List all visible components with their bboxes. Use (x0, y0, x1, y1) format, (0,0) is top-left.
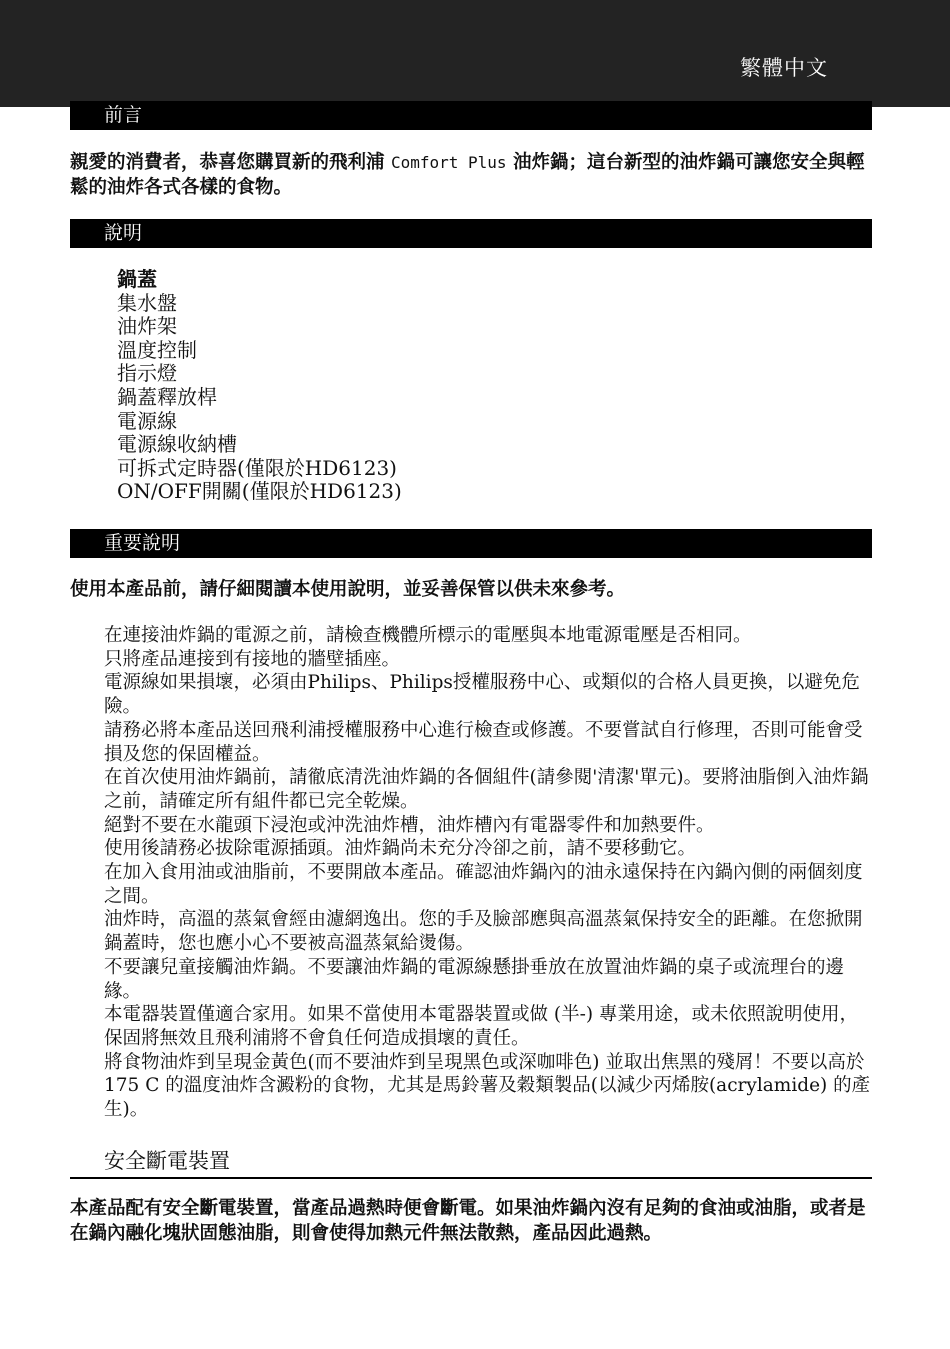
notes-list (104, 624, 872, 1122)
list-item: 將食物油炸到呈現金黃色(而不要油炸到呈現黑色或深咖啡色) 並取出焦黑的殘屑！不要以高於175 C 的溫度油炸含澱粉的食物，尤其是馬鈴薯及穀類製品(以減少丙烯胺(acrylamide) 的產生)。 (104, 1051, 871, 1121)
list-item: ON/OFF開關(僅限於HD6123) (117, 479, 402, 504)
list-item: 指示燈 (117, 361, 177, 386)
section-description: 說明 (70, 219, 872, 248)
list-item: 使用後請務必拔除電源插頭。油炸鍋尚未充分冷卻之前，請不要移動它。 (104, 838, 697, 860)
list-item: 不要讓兒童接觸油炸鍋。不要讓油炸鍋的電源線懸掛垂放在放置油炸鍋的桌子或流理台的邊緣。 (104, 956, 845, 1002)
intro-paragraph (70, 150, 870, 200)
list-item: 請務必將本產品送回飛利浦授權服務中心進行檢查或修護。不要嘗試自行修理，否則可能會受損及您的保固權益。 (104, 719, 863, 765)
list-item: 本電器裝置僅適合家用。如果不當使用本電器裝置或做 (半-) 專業用途，或未依照說明使用，保固將無效且飛利浦將不會負任何造成損壞的責任。 (104, 1004, 858, 1049)
list-item: 在加入食用油或油脂前，不要開啟本產品。確認油炸鍋內的油永遠保持在內鍋內側的兩個刻度之間。 (104, 862, 863, 907)
list-item: 集水盤 (117, 290, 177, 315)
parts-list (117, 268, 402, 504)
list-item: 只將產品連接到有接地的牆壁插座。 (104, 648, 401, 670)
list-item: 鍋蓋 (117, 267, 157, 291)
list-item: 油炸時，高溫的蒸氣會經由濾網逸出。您的手及臉部應與高溫蒸氣保持安全的距離。在您掀開鍋蓋時，您也應小心不要被高溫蒸氣給燙傷。 (104, 909, 863, 955)
list-item: 油炸架 (117, 314, 177, 339)
list-item: 鍋蓋釋放桿 (117, 384, 217, 409)
list-item: 電源線收納槽 (117, 432, 237, 457)
list-item: 可拆式定時器(僅限於HD6123) (117, 455, 397, 480)
divider (70, 1177, 872, 1179)
list-item: 溫度控制 (117, 337, 197, 362)
safety-heading: 安全斷電裝置 (104, 1149, 230, 1173)
language-label: 繁體中文 (740, 56, 828, 80)
section-foreword: 前言 (70, 101, 872, 130)
intro-text-end: 油炸鍋；這台新型的油炸鍋可讓您安全與輕鬆的油炸各式各樣的食物。 (70, 152, 865, 198)
list-item: 電源線如果損壞，必須由Philips、Philips授權服務中心、或類似的合格人員更換，以避免危險。 (104, 672, 860, 718)
list-item: 絕對不要在水龍頭下浸泡或沖洗油炸槽，油炸槽內有電器零件和加熱要件。 (104, 814, 715, 836)
intro-brand: Comfort Plus (390, 153, 507, 172)
important-intro: 使用本產品前，請仔細閱讀本使用說明，並妥善保管以供未來參考。 (70, 579, 626, 600)
safety-paragraph: 本產品配有安全斷電裝置，當產品過熱時便會斷電。如果油炸鍋內沒有足夠的食油或油脂，或者是在鍋內融化塊狀固態油脂，則會使得加熱元件無法散熱，產品因此過熱。 (70, 1198, 866, 1244)
intro-text-start: 親愛的消費者，恭喜您購買新的飛利浦 (70, 152, 385, 173)
list-item: 電源線 (117, 408, 177, 433)
list-item: 在首次使用油炸鍋前，請徹底清洗油炸鍋的各個組件(請參閱'清潔'單元)。要將油脂倒入油炸鍋之前，請確定所有組件都已完全乾燥。 (104, 767, 869, 812)
section-important: 重要說明 (70, 529, 872, 558)
list-item: 在連接油炸鍋的電源之前，請檢查機體所標示的電壓與本地電源電壓是否相同。 (104, 625, 752, 646)
